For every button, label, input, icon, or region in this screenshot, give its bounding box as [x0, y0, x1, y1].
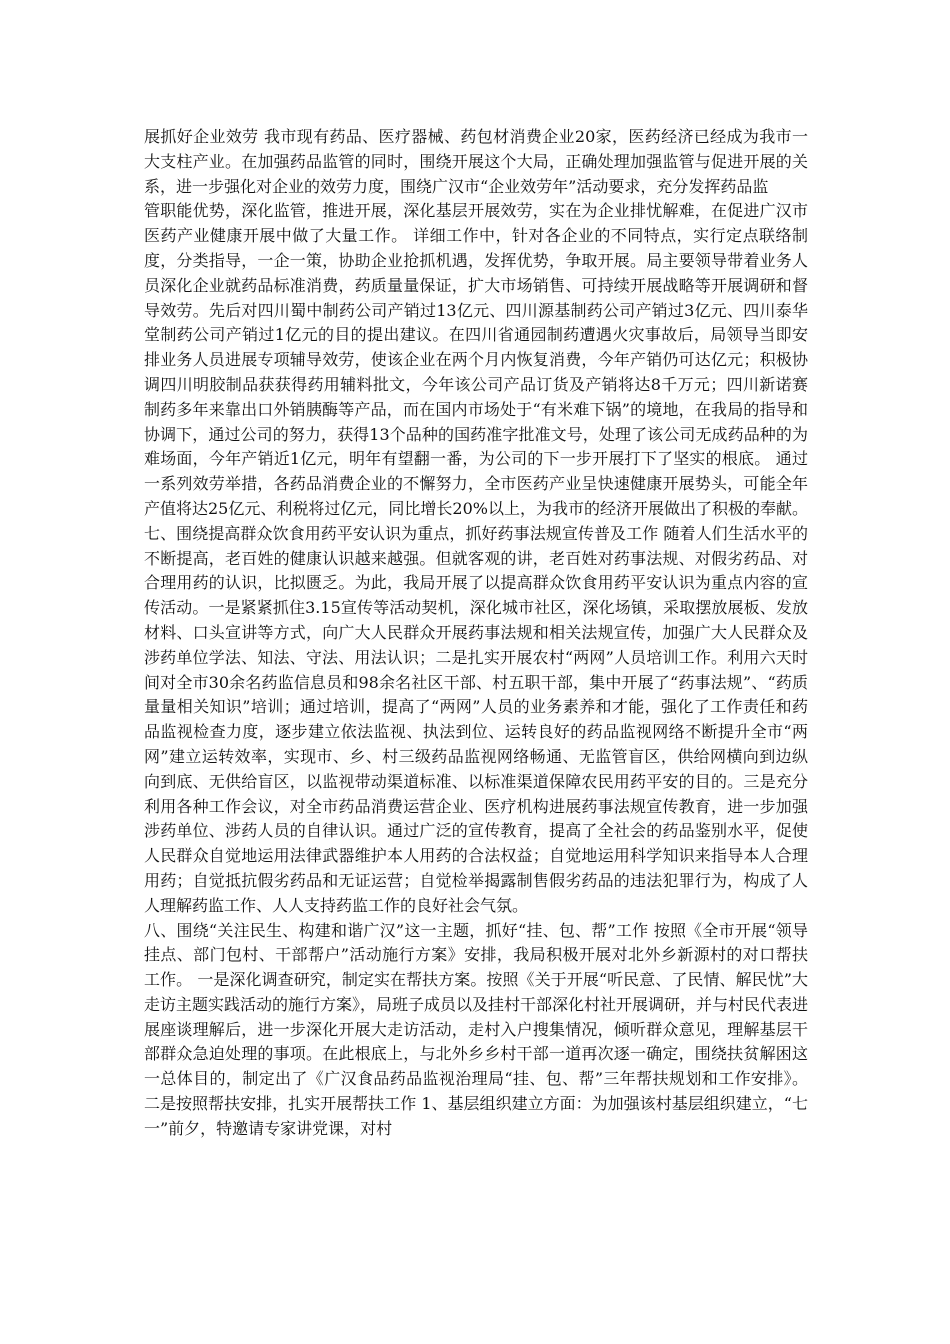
document-page [144, 125, 808, 1142]
paragraph-enterprise-service: 展抓好企业效劳 我市现有药品、医疗器械、药包材消费企业20家，医药经济已经成为我市一大支柱产业。在加强药品监管的同时，围绕开展这个大局，正确处理加强监管与促进开展的关系，进一步强化对企业的效劳力度，围绕广汉市“企业效劳年”活动要求，充分发挥药品监 [144, 127, 808, 196]
paragraph-supervision-and-publicity: 管职能优势，深化监管，推进开展，深化基层开展效劳，实在为企业排忧解难，在促进广汉市医药产业健康开展中做了大量工作。 详细工作中，针对各企业的不同特点，实行定点联络制度，分类指导，一企一策，协助企业抢抓机遇，发挥优势，争取开展。局主要领导带着业务人员深化企业就药品标准消费，药质量量保证，扩大市场销售、可持续开展战略等开展调研和督导效劳。先后对四川蜀中制药公司产销过13亿元、四川源基制药公司产销过3亿元、四川泰华堂制药公司产销过1亿元的目的提出建议。在四川省通园制药遭遇火灾事故后，局领导当即安排业务人员进展专项辅导效劳，使该企业在两个月内恢复消费，今年产销仍可达亿元；积极协调四川明胶制品获获得药用辅料批文，今年该公司产品订货及产销将达8千万元；四川新诺赛制药多年来靠出口外销胰酶等产品，而在国内市场处于“有米难下锅”的境地，在我局的指导和协调下，通过公司的努力，获得13个品种的国药准字批准文号，处理了该公司无成药品种的为难场面，今年产销近1亿元，明年有望翻一番，为公司的下一步开展打下了坚实的根底。 通过一系列效劳举措，各药品消费企业的不懈努力，全市医药产业呈快速健康开展势头，可能全年产值将达25亿元、利税将过亿元，同比增长20%以上，为我市的经济开展做出了积极的奉献。 七、围绕提高群众饮食用药平安认识为重点，抓好药事法规宣传普及工作 随着人们生活水平的不断提高，老百姓的健康认识越来越强。但就客观的讲，老百姓对药事法规、对假劣药品、对合理用药的认识，比拟匮乏。为此，我局开展了以提高群众饮食用药平安认识为重点内容的宣传活动。一是紧紧抓住3.15宣传等活动契机，深化城市社区，深化场镇，采取摆放展板、发放材料、口头宣讲等方式，向广大人民群众开展药事法规和相关法规宣传，加强广大人民群众及涉药单位学法、知法、守法、用法认识；二是扎实开展农村“两网”人员培训工作。利用六天时间对全市30余名药监信息员和98余名社区干部、村五职干部，集中开展了“药事法规”、“药质量量相关知识”培训；通过培训，提高了“两网”人员的业务素养和才能，强化了工作责任和药品监视检查力度，逐步建立依法监视、执法到位、运转良好的药品监视网络不断提升全市“两网”建立运转效率，实现市、乡、村三级药品监视网络畅通、无监管盲区，供给网横向到边纵向到底、无供给盲区，以监视带动渠道标准、以标准渠道保障农民用药平安的目的。三是充分利用各种工作会议，对全市药品消费运营企业、医疗机构进展药事法规宣传教育，进一步加强涉药单位、涉药人员的自律认识。通过广泛的宣传教育，提高了全社会的药品鉴别水平，促使人民群众自觉地运用法律武器维护本人用药的合法权益；自觉地运用科学知识来指导本人合理用药；自觉抵抗假劣药品和无证运营；自觉检举揭露制售假劣药品的违法犯罪行为，构成了人人理解药监工作、人人支持药监工作的良好社会气氛。 [144, 201, 808, 915]
paragraph-poverty-assistance: 八、围绕“关注民生、构建和谐广汉”这一主题，抓好“挂、包、帮”工作 按照《全市开展“领导挂点、部门包村、干部帮户”活动施行方案》安排，我局积极开展对北外乡新源村的对口帮扶工作。 一是深化调查研究，制定实在帮扶方案。按照《关于开展“听民意、了民情、解民忧”大走访主题实践活动的施行方案》，局班子成员以及挂村干部深化村社开展调研，并与村民代表进展座谈理解后，进一步深化开展大走访活动，走村入户搜集情况，倾听群众意见，理解基层干部群众急迫处理的事项。在此根底上，与北外乡乡村干部一道再次逐一确定，围绕扶贫解困这一总体目的，制定出了《广汉食品药品监视治理局“挂、包、帮”三年帮扶规划和工作安排》。 二是按照帮扶安排，扎实开展帮扶工作 1、基层组织建立方面：为加强该村基层组织建立，“七一”前夕，特邀请专家讲党课，对村 [144, 920, 809, 1138]
